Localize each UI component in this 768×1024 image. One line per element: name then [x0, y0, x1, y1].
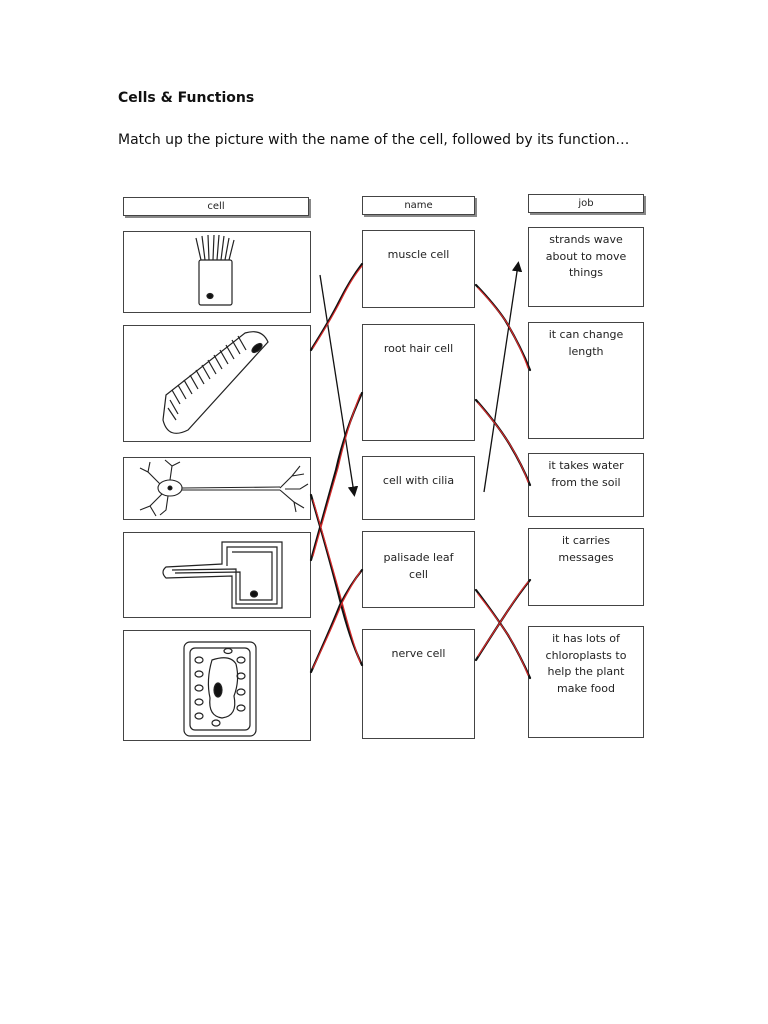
palisade-cell-drawing	[184, 642, 256, 736]
name-box-2: root hair cell	[362, 324, 475, 441]
name-box-3: cell with cilia	[362, 456, 475, 520]
ciliated-cell-drawing	[196, 235, 234, 305]
header-cell: cell	[123, 197, 309, 216]
name-box-4: palisade leaf cell	[362, 531, 475, 608]
muscle-cell-drawing	[163, 332, 268, 434]
root-hair-cell-drawing	[163, 542, 282, 608]
header-name: name	[362, 196, 475, 215]
nerve-cell-drawing	[140, 460, 308, 516]
worksheet-instructions: Match up the picture with the name of the cell, followed by its function…	[118, 132, 630, 148]
job-box-1: strands wave about to move things	[528, 227, 644, 307]
job-box-5: it has lots of chloroplasts to help the plant make food	[528, 626, 644, 738]
job-box-4: it carries messages	[528, 528, 644, 606]
header-job: job	[528, 194, 644, 213]
job-box-2: it can change length	[528, 322, 644, 439]
job-box-3: it takes water from the soil	[528, 453, 644, 517]
name-box-5: nerve cell	[362, 629, 475, 739]
name-box-1: muscle cell	[362, 230, 475, 308]
worksheet-title: Cells & Functions	[118, 90, 255, 106]
